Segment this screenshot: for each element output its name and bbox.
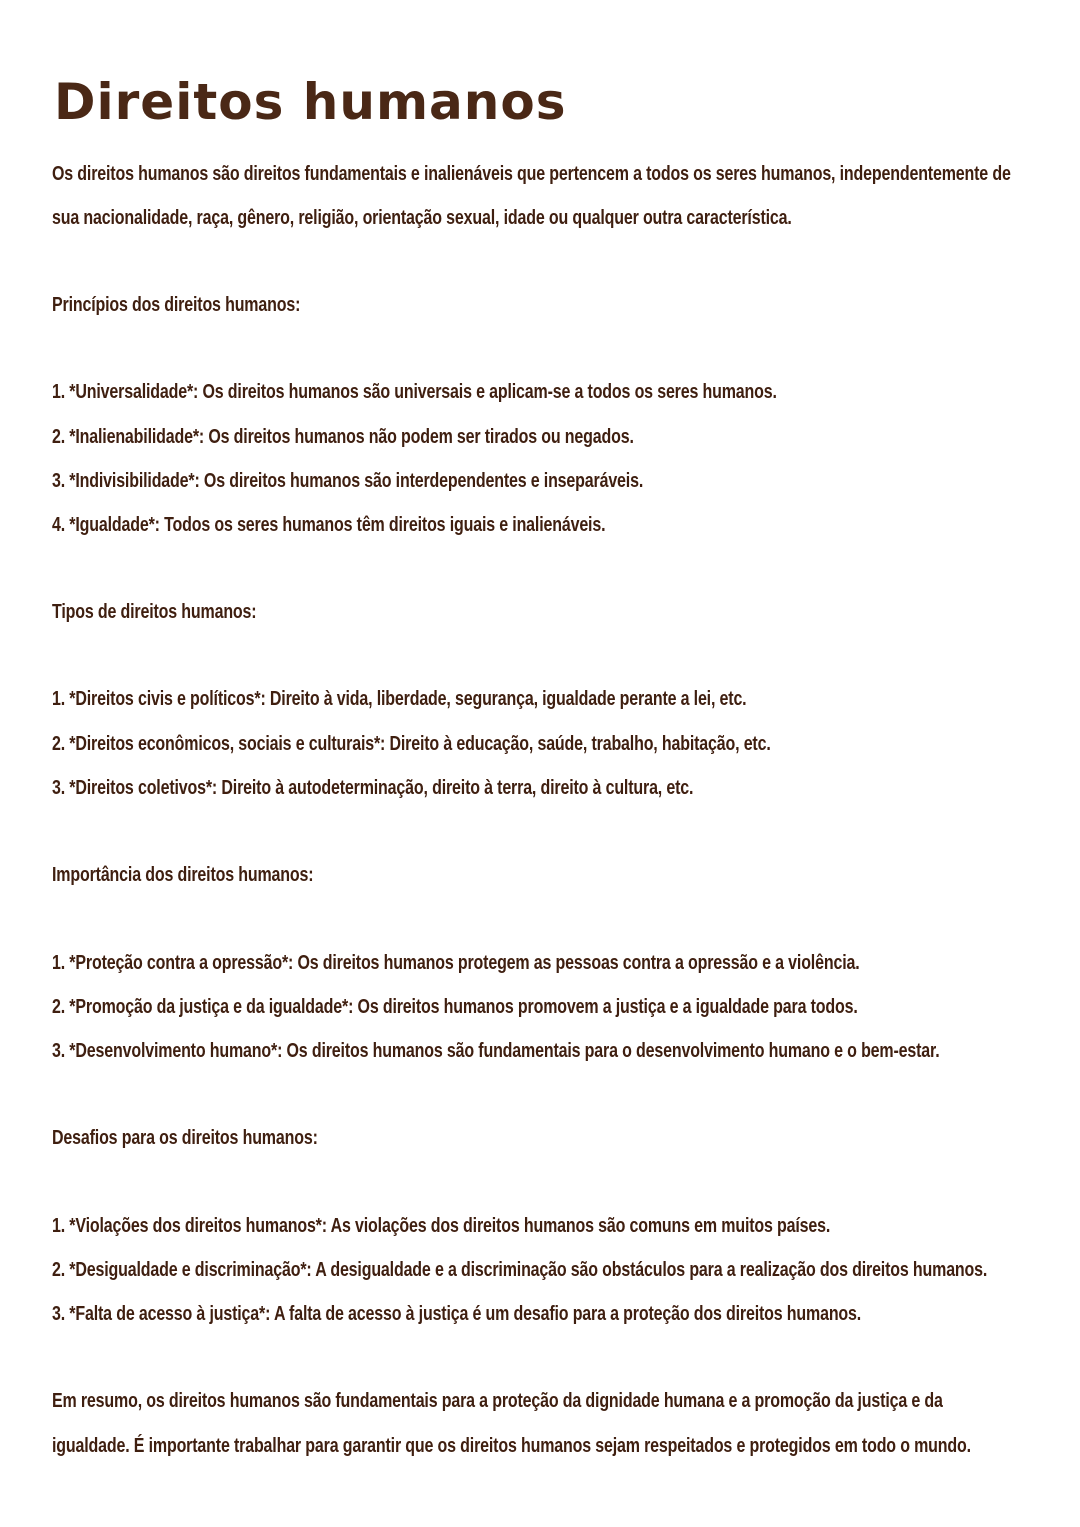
list-item: 4. *Igualdade*: Todos os seres humanos têm direitos iguais e inalienáveis. [52, 514, 606, 536]
conclusion-line-2: igualdade. É importante trabalhar para garantir que os direitos humanos sejam respeitados e protegidos em todo o mundo. [52, 1435, 971, 1457]
intro-line-2: sua nacionalidade, raça, gênero, religião, orientação sexual, idade ou qualquer outra característica. [52, 207, 792, 229]
list-item: 2. *Inalienabilidade*: Os direitos humanos não podem ser tirados ou negados. [52, 426, 634, 448]
section-heading-challenges: Desafios para os direitos humanos: [52, 1127, 318, 1149]
list-item: 3. *Falta de acesso à justiça*: A falta de acesso à justiça é um desafio para a proteção dos direitos humanos. [52, 1303, 862, 1325]
section-heading-principles: Princípios dos direitos humanos: [52, 294, 301, 316]
list-item: 2. *Promoção da justiça e da igualdade*: Os direitos humanos promovem a justiça e a igualdade para todos. [52, 996, 858, 1018]
list-item: 1. *Proteção contra a opressão*: Os direitos humanos protegem as pessoas contra a opressão e a violência. [52, 952, 860, 974]
section-heading-types: Tipos de direitos humanos: [52, 601, 257, 623]
page-title: Direitos humanos [54, 73, 567, 131]
intro-line-1: Os direitos humanos são direitos fundamentais e inalienáveis que pertencem a todos os seres humanos, independentemente de [52, 163, 1011, 185]
list-item: 2. *Direitos econômicos, sociais e culturais*: Direito à educação, saúde, trabalho, habitação, etc. [52, 733, 771, 755]
conclusion-line-1: Em resumo, os direitos humanos são fundamentais para a proteção da dignidade humana e a promoção da justiça e da [52, 1390, 943, 1412]
list-item: 3. *Direitos coletivos*: Direito à autodeterminação, direito à terra, direito à cultura, etc. [52, 777, 694, 799]
list-item: 1. *Direitos civis e políticos*: Direito à vida, liberdade, segurança, igualdade perante a lei, etc. [52, 688, 747, 710]
list-item: 1. *Universalidade*: Os direitos humanos são universais e aplicam-se a todos os seres humanos. [52, 381, 777, 403]
list-item: 2. *Desigualdade e discriminação*: A desigualdade e a discriminação são obstáculos para a realização dos direitos humanos. [52, 1259, 988, 1281]
section-heading-importance: Importância dos direitos humanos: [52, 864, 314, 886]
list-item: 3. *Indivisibilidade*: Os direitos humanos são interdependentes e inseparáveis. [52, 470, 644, 492]
list-item: 3. *Desenvolvimento humano*: Os direitos humanos são fundamentais para o desenvolvimento humano e o bem-estar. [52, 1040, 940, 1062]
list-item: 1. *Violações dos direitos humanos*: As violações dos direitos humanos são comuns em muitos países. [52, 1215, 831, 1237]
